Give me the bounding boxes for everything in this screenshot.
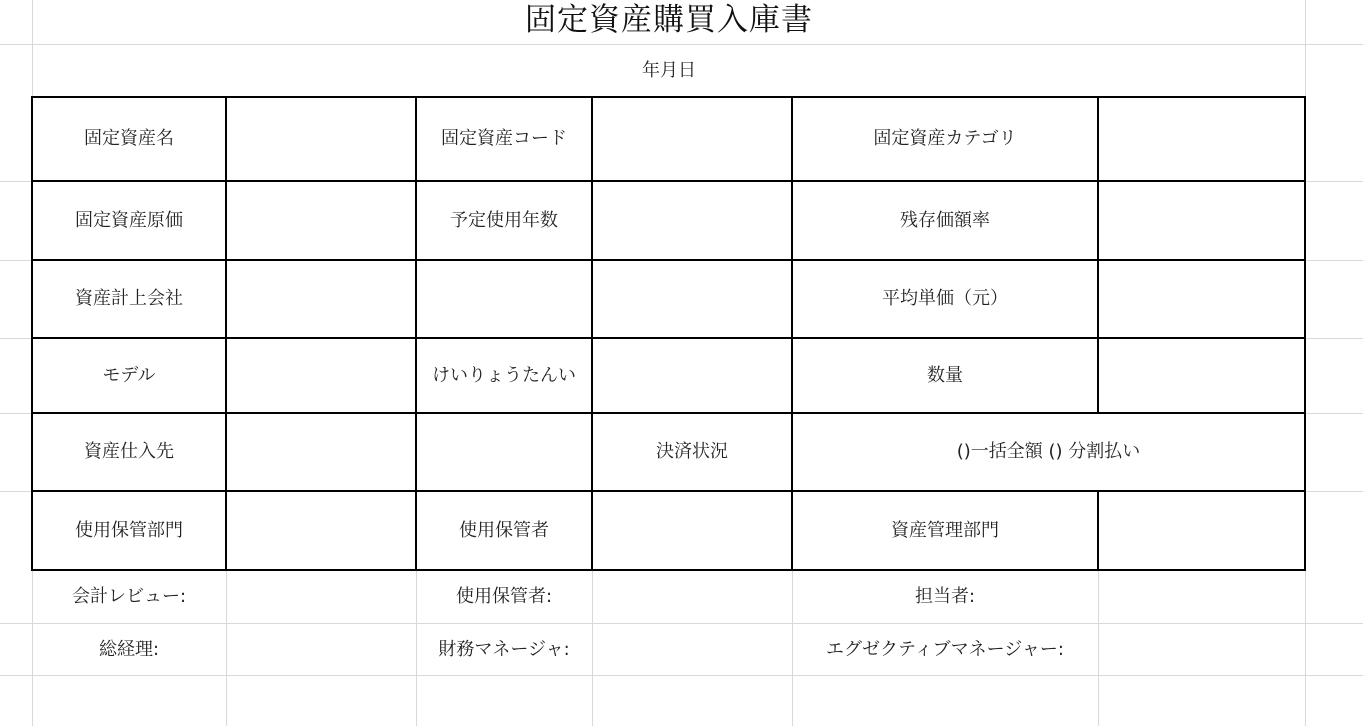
document-title: 固定資産購買入庫書 — [525, 2, 813, 38]
label-quantity: 数量 — [927, 364, 963, 386]
input-model[interactable] — [227, 339, 415, 412]
input-asset-cost[interactable] — [227, 182, 415, 259]
signature-accounting-review[interactable] — [227, 571, 415, 623]
input-residual-rate[interactable] — [1099, 182, 1304, 259]
blank-cell[interactable] — [593, 261, 791, 337]
input-booking-company[interactable] — [227, 261, 415, 337]
signature-custodian[interactable] — [593, 571, 791, 623]
input-custodian[interactable] — [593, 492, 791, 569]
input-useful-life[interactable] — [593, 182, 791, 259]
label-supplier: 資産仕入先 — [84, 441, 174, 462]
label-average-unit-price: 平均単価（元） — [882, 288, 1008, 309]
label-asset-management-dept: 資産管理部門 — [891, 519, 999, 541]
label-booking-company: 資産計上会社 — [75, 288, 183, 309]
label-payment-status: 決済状況 — [656, 441, 728, 462]
label-executive-manager: エグゼクティブマネージャー: — [826, 638, 1064, 660]
label-asset-cost: 固定資産原価 — [75, 209, 183, 231]
label-useful-life: 予定使用年数 — [450, 209, 558, 231]
input-measurement-unit[interactable] — [593, 339, 791, 412]
signature-executive-manager[interactable] — [1099, 624, 1304, 675]
label-finance-manager: 財務マネージャ: — [438, 638, 570, 660]
label-asset-name: 固定資産名 — [84, 128, 174, 149]
label-custody-department: 使用保管部門 — [75, 519, 183, 541]
label-asset-category: 固定資産カテゴリ — [873, 128, 1017, 149]
input-quantity[interactable] — [1099, 339, 1304, 412]
label-measurement-unit: けいりょうたんい — [432, 364, 576, 386]
input-average-unit-price[interactable] — [1099, 261, 1304, 337]
blank-cell[interactable] — [417, 261, 591, 337]
input-asset-name[interactable] — [227, 98, 415, 180]
input-supplier[interactable] — [227, 414, 415, 490]
label-custodian: 使用保管者 — [459, 519, 549, 541]
signature-finance-manager[interactable] — [593, 624, 791, 675]
payment-options[interactable]: ()一括全額 () 分割払い — [956, 441, 1141, 462]
label-general-manager: 総経理: — [98, 638, 160, 660]
label-model: モデル — [102, 364, 156, 386]
date-label: 年月日 — [642, 60, 696, 81]
signature-general-manager[interactable] — [227, 624, 415, 675]
label-accounting-review: 会計レビュー: — [71, 586, 187, 607]
label-asset-code: 固定資産コード — [441, 128, 567, 149]
input-asset-code[interactable] — [593, 98, 791, 180]
input-custody-department[interactable] — [227, 492, 415, 569]
label-custodian-sign: 使用保管者: — [455, 586, 553, 607]
blank-cell[interactable] — [417, 414, 591, 490]
input-asset-management-dept[interactable] — [1099, 492, 1304, 569]
signature-person-in-charge[interactable] — [1099, 571, 1304, 623]
input-asset-category[interactable] — [1099, 98, 1304, 180]
label-residual-rate: 残存価額率 — [900, 209, 990, 231]
label-person-in-charge: 担当者: — [914, 586, 976, 607]
